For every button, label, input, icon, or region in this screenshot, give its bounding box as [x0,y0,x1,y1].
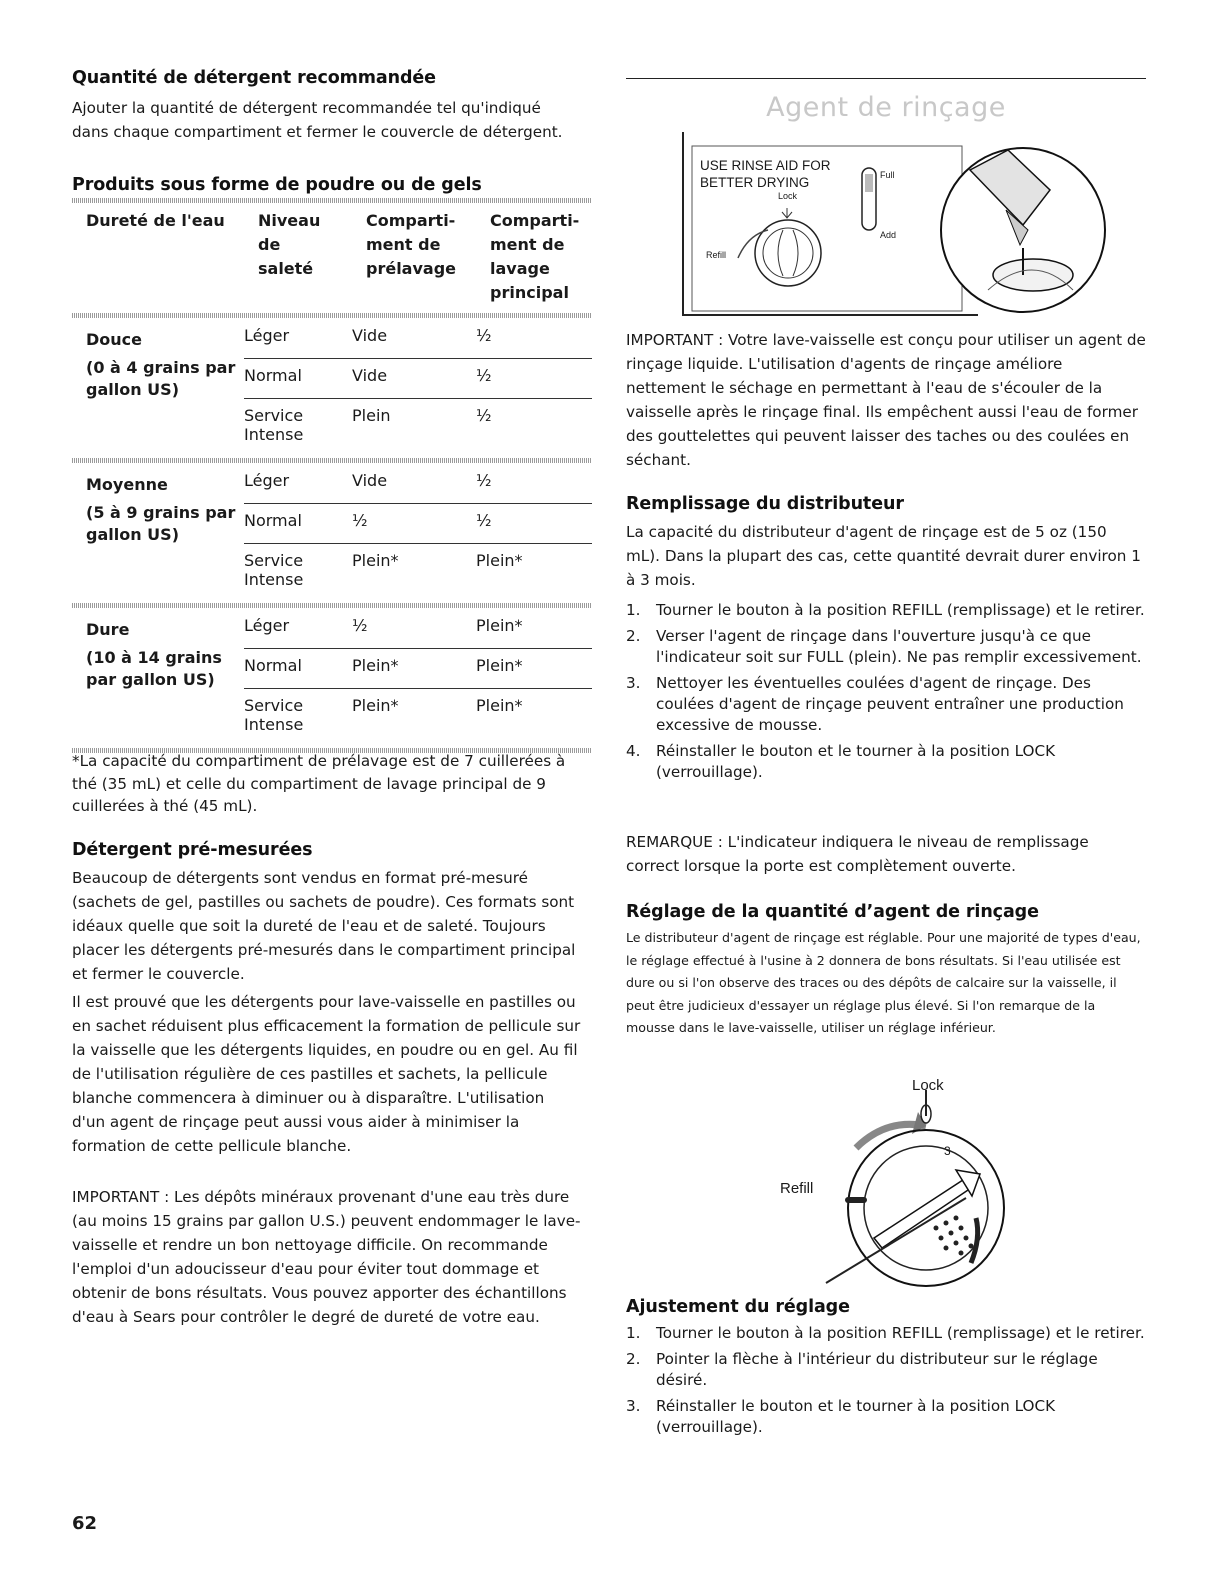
cell-mainwash: ½ [476,471,492,490]
row-divider [244,648,592,649]
cell-mainwash: ½ [476,366,492,385]
filling-step: 1. Tourner le bouton à la position REFILL (remplissage) et le retirer. [626,601,1145,619]
table-header-row [72,209,592,313]
dispenser-refill-label: Refill [706,250,727,260]
dial-setting-number: 3 [944,1144,951,1158]
section-title-filling: Remplissage du distributeur [626,494,904,514]
group-name: Douce [86,330,142,349]
cell-mainwash: Plein* [476,656,523,675]
cell-soil: Léger [244,326,290,345]
group-range: (10 à 14 grains par gallon US) [86,648,222,689]
cell-soil: Service Intense [244,551,304,589]
filling-step: 3. Nettoyer les éventuelles coulées d'agent de rinçage. Des coulées d'agent de rinçage peuvent entraîner une production excessive de mousse. [626,674,1124,734]
rinse-aid-important: IMPORTANT : Votre lave-vaisselle est conçu pour utiliser un agent de rinçage liquide. L'utilisation d'agents de rinçage améliore nettement le séchage en permettant à l'eau de s'écouler de la vaisselle après le rinçage final. Ils empêchent aussi l'eau de former des gouttelettes qui peuvent laisser des taches ou des coulées en séchant. [626,331,1146,469]
row-divider [244,688,592,689]
group-soft [72,318,592,458]
dial-lock-label: Lock [912,1077,944,1094]
row-divider [244,543,592,544]
filling-step: 2. Verser l'agent de rinçage dans l'ouverture jusqu'à ce que l'indicateur soit sur FULL (plein). Ne pas remplir excessivement. [626,627,1142,666]
cell-soil: Normal [244,656,302,675]
rinse-aid-dispenser-figure [678,130,1108,320]
row-divider [244,358,592,359]
section-rule [626,78,1146,79]
page-number: 62 [72,1513,98,1534]
gauge-add-label: Add [880,230,897,240]
header-prewash: Comparti- ment de prélavage [366,211,457,278]
cell-soil: Léger [244,616,290,635]
section-title-adjust-setting: Ajustement du réglage [626,1297,850,1317]
premeasured-text-1: Beaucoup de détergents sont vendus en format pré-mesuré (sachets de gel, pastilles ou sachets de poudre). Ces formats sont idéaux quelle que soit la dureté de l'eau et de saleté. Toujours placer les détergents pré-mesurés dans le compartiment principal et fermer le couvercle. [72,869,576,983]
group-range: (5 à 9 grains par gallon US) [86,503,236,544]
cell-prewash: Vide [352,326,388,345]
adjust-step: 3. Réinstaller le bouton et le tourner à la position LOCK (verrouillage). [626,1397,1056,1436]
cell-soil: Service Intense [244,406,304,444]
adjust-step: 2. Pointer la flèche à l'intérieur du distributeur sur le réglage désiré. [626,1350,1098,1389]
dispenser-label-line1: USE RINSE AID FOR [700,158,831,173]
dispenser-label-line2: BETTER DRYING [700,175,810,190]
cell-prewash: Plein [352,406,391,425]
cell-prewash: ½ [352,511,368,530]
cell-mainwash: Plein* [476,616,523,635]
premeasured-important: IMPORTANT : Les dépôts minéraux provenant d'une eau très dure (au moins 15 grains par gallon U.S.) peuvent endommager le lave-vaisselle et rendre un bon nettoyage difficile. On recommande l'emploi d'un adoucisseur d'eau pour éviter tout dommage et obtenir de bons résultats. Vous pouvez apporter des échantillons d'eau à Sears pour contrôler le degré de dureté de votre eau. [72,1188,581,1326]
filling-step: 4. Réinstaller le bouton et le tourner à la position LOCK (verrouillage). [626,742,1056,781]
section-title-detergent-quantity: Quantité de détergent recommandée [72,68,436,88]
cell-soil: Normal [244,511,302,530]
detergent-quantity-text: Ajouter la quantité de détergent recommandée tel qu'indiqué dans chaque compartiment et fermer le couvercle de détergent. [72,99,563,141]
cell-prewash: Plein* [352,696,399,715]
table-top-divider [72,198,592,203]
cell-prewash: Vide [352,366,388,385]
adjust-step: 1. Tourner le bouton à la position REFILL (remplissage) et le retirer. [626,1324,1145,1342]
table-title: Produits sous forme de poudre ou de gels [72,175,482,195]
cell-prewash: Vide [352,471,388,490]
group-hard [72,608,592,748]
dispenser-lock-label: Lock [778,191,798,201]
cell-soil: Normal [244,366,302,385]
premeasured-text-2: Il est prouvé que les détergents pour lave-vaisselle en pastilles ou en sachet réduisent plus efficacement la formation de pellicule sur la vaisselle que les détergents liquides, en poudre ou en gel. Au fil de l'utilisation régulière de ces pastilles et sachets, la pellicule blanche commencera à diminuer ou à disparaître. L'utilisation d'un agent de rinçage peut aussi vous aider à minimiser la formation de cette pellicule blanche. [72,993,581,1155]
rinse-aid-heading: Agent de rinçage [766,92,1006,123]
row-divider [244,398,592,399]
header-soil-level: Niveau de saleté [258,211,321,278]
group-range: (0 à 4 grains par gallon US) [86,358,236,399]
dial-refill-label: Refill [780,1180,814,1197]
section-title-adjustment: Réglage de la quantité d’agent de rinçage [626,902,1039,922]
cell-mainwash: Plein* [476,551,523,570]
cell-prewash: Plein* [352,551,399,570]
dial-adjust-figure [766,1078,1016,1293]
header-main-wash: Comparti- ment de lavage principal [490,211,580,302]
cell-prewash: ½ [352,616,368,635]
cell-mainwash: ½ [476,326,492,345]
header-hardness: Dureté de l'eau [86,211,225,230]
group-name: Dure [86,620,130,639]
gauge-full-label: Full [880,170,895,180]
detergent-table [72,198,592,753]
group-medium [72,463,592,603]
filling-text: La capacité du distributeur d'agent de rinçage est de 5 oz (150 mL). Dans la plupart des cas, cette quantité devrait durer environ 1 à 3 mois. [626,523,1141,589]
cell-mainwash: ½ [476,511,492,530]
row-divider [244,503,592,504]
adjustment-text: Le distributeur d'agent de rinçage est réglable. Pour une majorité de types d'eau, le réglage effectué à l'usine à 2 donnera de bons résultats. Si l'eau utilisée est dure ou si l'on observe des traces ou des dépôts de calcaire sur la vaisselle, il peut être judicieux d'essayer un réglage plus élevé. Si l'on remarque de la mousse dans le lave-vaisselle, utiliser un réglage inférieur. [626,930,1141,1035]
cell-mainwash: ½ [476,406,492,425]
detergent-table-grid [72,209,592,313]
cell-mainwash: Plein* [476,696,523,715]
filling-remark: REMARQUE : L'indicateur indiquera le niveau de remplissage correct lorsque la porte est complètement ouverte. [626,833,1089,875]
cell-prewash: Plein* [352,656,399,675]
filling-steps [626,600,1146,788]
group-name: Moyenne [86,475,168,494]
cell-soil: Léger [244,471,290,490]
table-footnote: *La capacité du compartiment de prélavage est de 7 cuillerées à thé (35 mL) et celle du compartiment de lavage principal de 9 cuillerées à thé (45 mL). [72,752,566,815]
section-title-premeasured: Détergent pré-mesurées [72,840,313,860]
cell-soil: Service Intense [244,696,304,734]
adjust-steps [626,1323,1146,1443]
